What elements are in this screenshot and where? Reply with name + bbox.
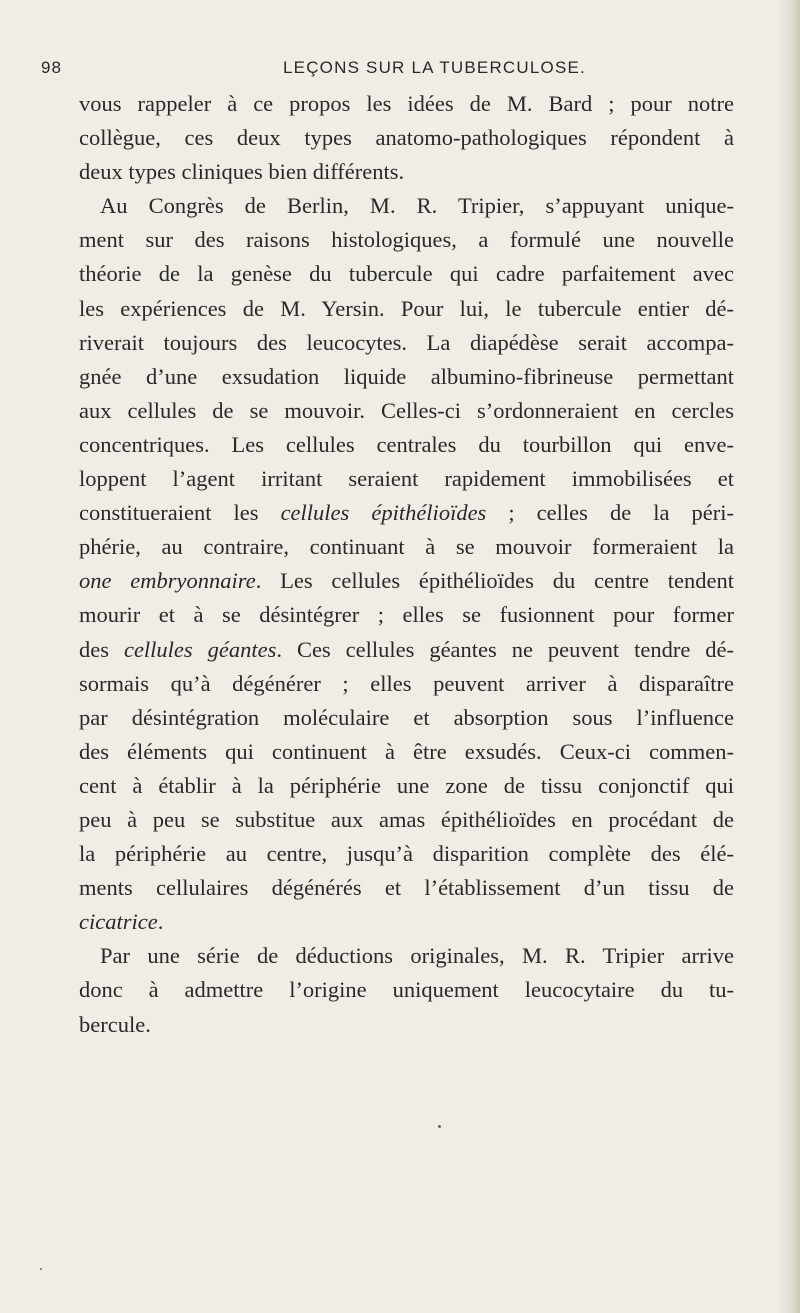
text-run: Par une série de déductions originales, M. R. Tripier arrive bbox=[100, 943, 734, 969]
text-run: riverait toujours des leucocytes. La diapédèse serait accompa- bbox=[79, 329, 734, 355]
text-run: deux types cliniques bien différents. bbox=[79, 159, 405, 185]
italic-phrase: cellules géantes bbox=[123, 636, 277, 662]
paper-speck bbox=[438, 1125, 441, 1128]
text-run: sormais qu’à dégénérer ; elles peuvent arriver à disparaître bbox=[79, 670, 734, 696]
text-run: loppent l’agent irritant seraient rapidement immobilisées et bbox=[79, 466, 734, 492]
text-run: Au Congrès de Berlin, M. R. Tripier, s’appuyant unique- bbox=[100, 193, 734, 219]
italic-phrase: cellules épithélioïdes bbox=[280, 500, 487, 526]
text-run: la périphérie au centre, jusqu’à disparition complète des élé- bbox=[79, 841, 734, 867]
page-edge-shadow bbox=[778, 0, 800, 1313]
text-line bbox=[79, 735, 734, 769]
text-run: peu à peu se substitue aux amas épithélioïdes en procédant de bbox=[79, 806, 734, 832]
italic-phrase: one embryonnaire bbox=[79, 568, 256, 594]
text-run: gnée d’une exsudation liquide albumino-fibrineuse permettant bbox=[79, 363, 734, 389]
text-run: constitueraient les bbox=[79, 500, 281, 526]
text-run: aux cellules de se mouvoir. Celles-ci s’ordonneraient en cercles bbox=[79, 397, 734, 423]
text-run: par désintégration moléculaire et absorption sous l’influence bbox=[79, 704, 734, 730]
text-line bbox=[79, 121, 734, 155]
text-run: ment sur des raisons histologiques, a formulé une nouvelle bbox=[79, 227, 734, 253]
text-line bbox=[79, 87, 734, 121]
running-title: LEÇONS SUR LA TUBERCULOSE. bbox=[283, 58, 586, 77]
text-line bbox=[79, 598, 734, 632]
text-line bbox=[79, 837, 734, 871]
text-line bbox=[79, 394, 734, 428]
text-line bbox=[79, 223, 734, 257]
text-run: vous rappeler à ce propos les idées de M. Bard ; pour notre bbox=[79, 91, 734, 116]
text-line bbox=[79, 667, 734, 701]
text-run: . bbox=[157, 909, 164, 935]
text-line bbox=[79, 1008, 734, 1042]
text-line bbox=[79, 530, 734, 564]
page-number: 98 bbox=[41, 58, 62, 77]
text-line bbox=[79, 769, 734, 803]
text-run: phérie, au contraire, continuant à se mouvoir formeraient la bbox=[79, 534, 734, 560]
text-line bbox=[79, 803, 734, 837]
text-run: collègue, ces deux types anatomo-pathologiques répondent à bbox=[79, 125, 734, 151]
text-line bbox=[79, 462, 734, 496]
text-run: théorie de la genèse du tubercule qui cadre parfaitement avec bbox=[79, 261, 734, 287]
text-line bbox=[79, 871, 734, 905]
text-run: mourir et à se désintégrer ; elles se fusionnent pour former bbox=[79, 602, 734, 628]
text-run: ments cellulaires dégénérés et l’établissement d’un tissu de bbox=[79, 875, 734, 901]
paper-speck bbox=[40, 1268, 42, 1270]
text-line bbox=[79, 326, 734, 360]
text-run: ; celles de la péri- bbox=[486, 500, 734, 526]
text-line bbox=[79, 633, 734, 667]
text-run: bercule. bbox=[79, 1011, 151, 1037]
body-text bbox=[79, 87, 734, 1042]
page-header bbox=[41, 58, 741, 88]
text-line bbox=[79, 292, 734, 326]
text-line bbox=[79, 257, 734, 291]
text-line bbox=[79, 939, 734, 973]
text-run: cent à établir à la périphérie une zone de tissu conjonctif qui bbox=[79, 772, 734, 798]
text-line bbox=[79, 564, 734, 598]
text-line bbox=[79, 428, 734, 462]
text-line bbox=[79, 496, 734, 530]
text-run: . Ces cellules géantes ne peuvent tendre dé- bbox=[276, 636, 734, 662]
text-line bbox=[79, 189, 734, 223]
italic-phrase: cicatrice bbox=[79, 909, 158, 935]
text-run: les expériences de M. Yersin. Pour lui, le tubercule entier dé- bbox=[79, 295, 734, 321]
text-line bbox=[79, 360, 734, 394]
text-line bbox=[79, 905, 734, 939]
text-run: . Les cellules épithélioïdes du centre tendent bbox=[255, 568, 735, 594]
text-line bbox=[79, 155, 734, 189]
text-run: des bbox=[79, 636, 124, 662]
text-line bbox=[79, 701, 734, 735]
text-run: des éléments qui continuent à être exsudés. Ceux-ci commen- bbox=[79, 738, 734, 764]
text-run: donc à admettre l’origine uniquement leucocytaire du tu- bbox=[79, 977, 734, 1003]
text-run: concentriques. Les cellules centrales du tourbillon qui enve- bbox=[79, 431, 734, 457]
text-line bbox=[79, 973, 734, 1007]
